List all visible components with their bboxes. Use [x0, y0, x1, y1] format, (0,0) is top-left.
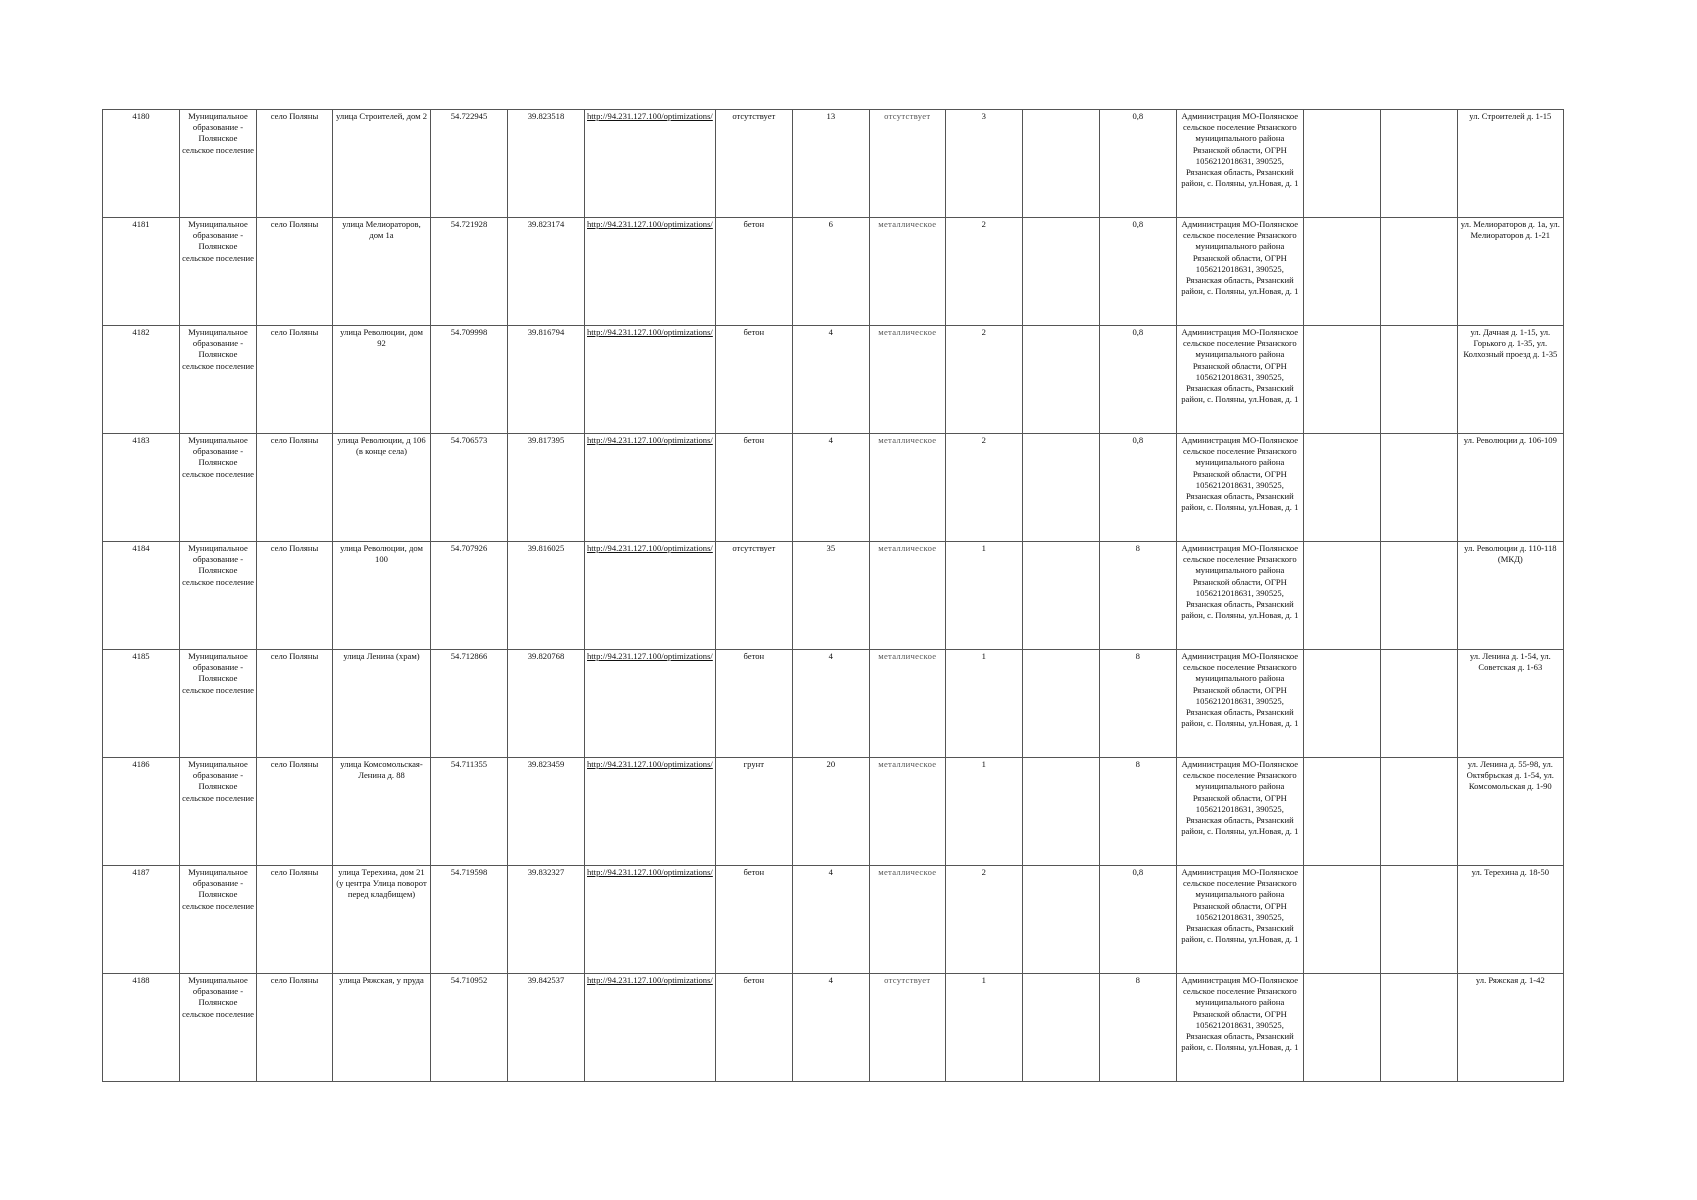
waste-sources-cell: ул. Ленина д. 55-98, ул. Октябрьская д. 1-54, ул. Комсомольская д. 1-90 [1457, 758, 1563, 866]
municipality-cell: Муниципальное образование - Полянское сельское поселение [180, 110, 257, 218]
waste-sources-cell: ул. Мелиораторов д. 1а, ул. Мелиораторов д. 1-21 [1457, 218, 1563, 326]
address-cell: улица Комсомольская-Ленина д. 88 [333, 758, 431, 866]
empty-cell [1022, 758, 1099, 866]
latitude-cell: 54.721928 [431, 218, 508, 326]
settlement-cell: село Поляны [257, 650, 333, 758]
containers-count-cell: 2 [945, 434, 1022, 542]
settlement-cell: село Поляны [257, 218, 333, 326]
surface-cell: бетон [715, 434, 792, 542]
fence-cell: отсутствует [869, 974, 945, 1082]
empty-cell [1022, 542, 1099, 650]
container-volume-cell: 0,8 [1099, 110, 1176, 218]
settlement-cell: село Поляны [257, 434, 333, 542]
containers-count-cell: 2 [945, 866, 1022, 974]
map-link[interactable]: http://94.231.127.100/optimizations/ [585, 650, 716, 758]
empty-cell [1303, 866, 1380, 974]
longitude-cell: 39.816025 [508, 542, 585, 650]
settlement-cell: село Поляны [257, 974, 333, 1082]
address-cell: улица Революции, дом 100 [333, 542, 431, 650]
waste-sources-cell: ул. Дачная д. 1-15, ул. Горького д. 1-35, ул. Колхозный проезд д. 1-35 [1457, 326, 1563, 434]
container-volume-cell: 8 [1099, 758, 1176, 866]
longitude-cell: 39.842537 [508, 974, 585, 1082]
table-row [103, 758, 1564, 866]
empty-cell [1380, 650, 1457, 758]
owner-cell: Администрация МО-Полянское сельское поселение Рязанского муниципального района Рязанской области, ОГРН 1056212018631, 390525, Рязанская область, Рязанский район, с. Поляны, ул.Новая, д. 1 [1176, 866, 1303, 974]
map-link[interactable]: http://94.231.127.100/optimizations/ [585, 542, 716, 650]
area-cell: 13 [792, 110, 869, 218]
waste-sources-cell: ул. Строителей д. 1-15 [1457, 110, 1563, 218]
surface-cell: бетон [715, 218, 792, 326]
containers-count-cell: 1 [945, 758, 1022, 866]
municipality-cell: Муниципальное образование - Полянское сельское поселение [180, 326, 257, 434]
map-link[interactable]: http://94.231.127.100/optimizations/ [585, 434, 716, 542]
area-cell: 4 [792, 650, 869, 758]
address-cell: улица Революции, дом 92 [333, 326, 431, 434]
empty-cell [1022, 434, 1099, 542]
empty-cell [1303, 326, 1380, 434]
registry-table [102, 109, 1564, 1082]
table-row [103, 434, 1564, 542]
latitude-cell: 54.711355 [431, 758, 508, 866]
row-id-cell: 4183 [103, 434, 180, 542]
empty-cell [1303, 542, 1380, 650]
empty-cell [1303, 758, 1380, 866]
row-id-cell: 4181 [103, 218, 180, 326]
map-link[interactable]: http://94.231.127.100/optimizations/ [585, 758, 716, 866]
empty-cell [1303, 650, 1380, 758]
empty-cell [1380, 866, 1457, 974]
map-link[interactable]: http://94.231.127.100/optimizations/ [585, 974, 716, 1082]
table-row [103, 542, 1564, 650]
empty-cell [1022, 326, 1099, 434]
municipality-cell: Муниципальное образование - Полянское сельское поселение [180, 758, 257, 866]
empty-cell [1380, 110, 1457, 218]
longitude-cell: 39.820768 [508, 650, 585, 758]
containers-count-cell: 3 [945, 110, 1022, 218]
area-cell: 20 [792, 758, 869, 866]
empty-cell [1022, 650, 1099, 758]
municipality-cell: Муниципальное образование - Полянское сельское поселение [180, 650, 257, 758]
owner-cell: Администрация МО-Полянское сельское поселение Рязанского муниципального района Рязанской области, ОГРН 1056212018631, 390525, Рязанская область, Рязанский район, с. Поляны, ул.Новая, д. 1 [1176, 974, 1303, 1082]
empty-cell [1022, 218, 1099, 326]
surface-cell: отсутствует [715, 542, 792, 650]
surface-cell: отсутствует [715, 110, 792, 218]
settlement-cell: село Поляны [257, 542, 333, 650]
container-volume-cell: 0,8 [1099, 218, 1176, 326]
address-cell: улица Строителей, дом 2 [333, 110, 431, 218]
empty-cell [1380, 758, 1457, 866]
longitude-cell: 39.823459 [508, 758, 585, 866]
longitude-cell: 39.817395 [508, 434, 585, 542]
latitude-cell: 54.712866 [431, 650, 508, 758]
containers-count-cell: 1 [945, 650, 1022, 758]
container-volume-cell: 0,8 [1099, 866, 1176, 974]
area-cell: 6 [792, 218, 869, 326]
table-row [103, 650, 1564, 758]
surface-cell: бетон [715, 650, 792, 758]
container-volume-cell: 0,8 [1099, 434, 1176, 542]
surface-cell: бетон [715, 974, 792, 1082]
map-link[interactable]: http://94.231.127.100/optimizations/ [585, 110, 716, 218]
empty-cell [1303, 974, 1380, 1082]
map-link[interactable]: http://94.231.127.100/optimizations/ [585, 326, 716, 434]
municipality-cell: Муниципальное образование - Полянское сельское поселение [180, 434, 257, 542]
empty-cell [1022, 974, 1099, 1082]
fence-cell: металлическое [869, 218, 945, 326]
settlement-cell: село Поляны [257, 110, 333, 218]
surface-cell: бетон [715, 326, 792, 434]
area-cell: 4 [792, 974, 869, 1082]
municipality-cell: Муниципальное образование - Полянское сельское поселение [180, 218, 257, 326]
area-cell: 35 [792, 542, 869, 650]
owner-cell: Администрация МО-Полянское сельское поселение Рязанского муниципального района Рязанской области, ОГРН 1056212018631, 390525, Рязанская область, Рязанский район, с. Поляны, ул.Новая, д. 1 [1176, 218, 1303, 326]
empty-cell [1380, 218, 1457, 326]
latitude-cell: 54.719598 [431, 866, 508, 974]
area-cell: 4 [792, 866, 869, 974]
empty-cell [1303, 434, 1380, 542]
table-row [103, 974, 1564, 1082]
waste-sources-cell: ул. Ленина д. 1-54, ул. Советская д. 1-63 [1457, 650, 1563, 758]
container-volume-cell: 8 [1099, 650, 1176, 758]
empty-cell [1022, 110, 1099, 218]
map-link[interactable]: http://94.231.127.100/optimizations/ [585, 218, 716, 326]
longitude-cell: 39.832327 [508, 866, 585, 974]
row-id-cell: 4185 [103, 650, 180, 758]
latitude-cell: 54.710952 [431, 974, 508, 1082]
longitude-cell: 39.816794 [508, 326, 585, 434]
empty-cell [1380, 542, 1457, 650]
surface-cell: бетон [715, 866, 792, 974]
fence-cell: металлическое [869, 650, 945, 758]
fence-cell: металлическое [869, 542, 945, 650]
row-id-cell: 4188 [103, 974, 180, 1082]
fence-cell: металлическое [869, 758, 945, 866]
owner-cell: Администрация МО-Полянское сельское поселение Рязанского муниципального района Рязанской области, ОГРН 1056212018631, 390525, Рязанская область, Рязанский район, с. Поляны, ул.Новая, д. 1 [1176, 758, 1303, 866]
area-cell: 4 [792, 326, 869, 434]
address-cell: улица Ленина (храм) [333, 650, 431, 758]
owner-cell: Администрация МО-Полянское сельское поселение Рязанского муниципального района Рязанской области, ОГРН 1056212018631, 390525, Рязанская область, Рязанский район, с. Поляны, ул.Новая, д. 1 [1176, 650, 1303, 758]
row-id-cell: 4187 [103, 866, 180, 974]
latitude-cell: 54.706573 [431, 434, 508, 542]
latitude-cell: 54.722945 [431, 110, 508, 218]
area-cell: 4 [792, 434, 869, 542]
table-row [103, 866, 1564, 974]
owner-cell: Администрация МО-Полянское сельское поселение Рязанского муниципального района Рязанской области, ОГРН 1056212018631, 390525, Рязанская область, Рязанский район, с. Поляны, ул.Новая, д. 1 [1176, 326, 1303, 434]
latitude-cell: 54.707926 [431, 542, 508, 650]
municipality-cell: Муниципальное образование - Полянское сельское поселение [180, 866, 257, 974]
table-row [103, 110, 1564, 218]
table-row [103, 218, 1564, 326]
container-volume-cell: 0,8 [1099, 326, 1176, 434]
row-id-cell: 4184 [103, 542, 180, 650]
empty-cell [1303, 110, 1380, 218]
empty-cell [1380, 326, 1457, 434]
settlement-cell: село Поляны [257, 758, 333, 866]
address-cell: улица Революции, д 106 (в конце села) [333, 434, 431, 542]
address-cell: улица Ряжская, у пруда [333, 974, 431, 1082]
container-volume-cell: 8 [1099, 542, 1176, 650]
latitude-cell: 54.709998 [431, 326, 508, 434]
waste-sources-cell: ул. Революции д. 106-109 [1457, 434, 1563, 542]
containers-count-cell: 1 [945, 974, 1022, 1082]
longitude-cell: 39.823174 [508, 218, 585, 326]
map-link[interactable]: http://94.231.127.100/optimizations/ [585, 866, 716, 974]
municipality-cell: Муниципальное образование - Полянское сельское поселение [180, 974, 257, 1082]
owner-cell: Администрация МО-Полянское сельское поселение Рязанского муниципального района Рязанской области, ОГРН 1056212018631, 390525, Рязанская область, Рязанский район, с. Поляны, ул.Новая, д. 1 [1176, 434, 1303, 542]
waste-sources-cell: ул. Терехина д. 18-50 [1457, 866, 1563, 974]
fence-cell: металлическое [869, 434, 945, 542]
containers-count-cell: 1 [945, 542, 1022, 650]
fence-cell: металлическое [869, 326, 945, 434]
row-id-cell: 4182 [103, 326, 180, 434]
municipality-cell: Муниципальное образование - Полянское сельское поселение [180, 542, 257, 650]
longitude-cell: 39.823518 [508, 110, 585, 218]
table-row [103, 326, 1564, 434]
fence-cell: металлическое [869, 866, 945, 974]
address-cell: улица Терехина, дом 21 (у центра Улица поворот перед кладбищем) [333, 866, 431, 974]
empty-cell [1380, 974, 1457, 1082]
container-volume-cell: 8 [1099, 974, 1176, 1082]
waste-sources-cell: ул. Ряжская д. 1-42 [1457, 974, 1563, 1082]
waste-sources-cell: ул. Революции д. 110-118 (МКД) [1457, 542, 1563, 650]
empty-cell [1022, 866, 1099, 974]
empty-cell [1380, 434, 1457, 542]
row-id-cell: 4186 [103, 758, 180, 866]
containers-count-cell: 2 [945, 218, 1022, 326]
settlement-cell: село Поляны [257, 326, 333, 434]
fence-cell: отсутствует [869, 110, 945, 218]
containers-count-cell: 2 [945, 326, 1022, 434]
address-cell: улица Мелиораторов, дом 1а [333, 218, 431, 326]
surface-cell: грунт [715, 758, 792, 866]
empty-cell [1303, 218, 1380, 326]
owner-cell: Администрация МО-Полянское сельское поселение Рязанского муниципального района Рязанской области, ОГРН 1056212018631, 390525, Рязанская область, Рязанский район, с. Поляны, ул.Новая, д. 1 [1176, 542, 1303, 650]
owner-cell: Администрация МО-Полянское сельское поселение Рязанского муниципального района Рязанской области, ОГРН 1056212018631, 390525, Рязанская область, Рязанский район, с. Поляны, ул.Новая, д. 1 [1176, 110, 1303, 218]
settlement-cell: село Поляны [257, 866, 333, 974]
row-id-cell: 4180 [103, 110, 180, 218]
